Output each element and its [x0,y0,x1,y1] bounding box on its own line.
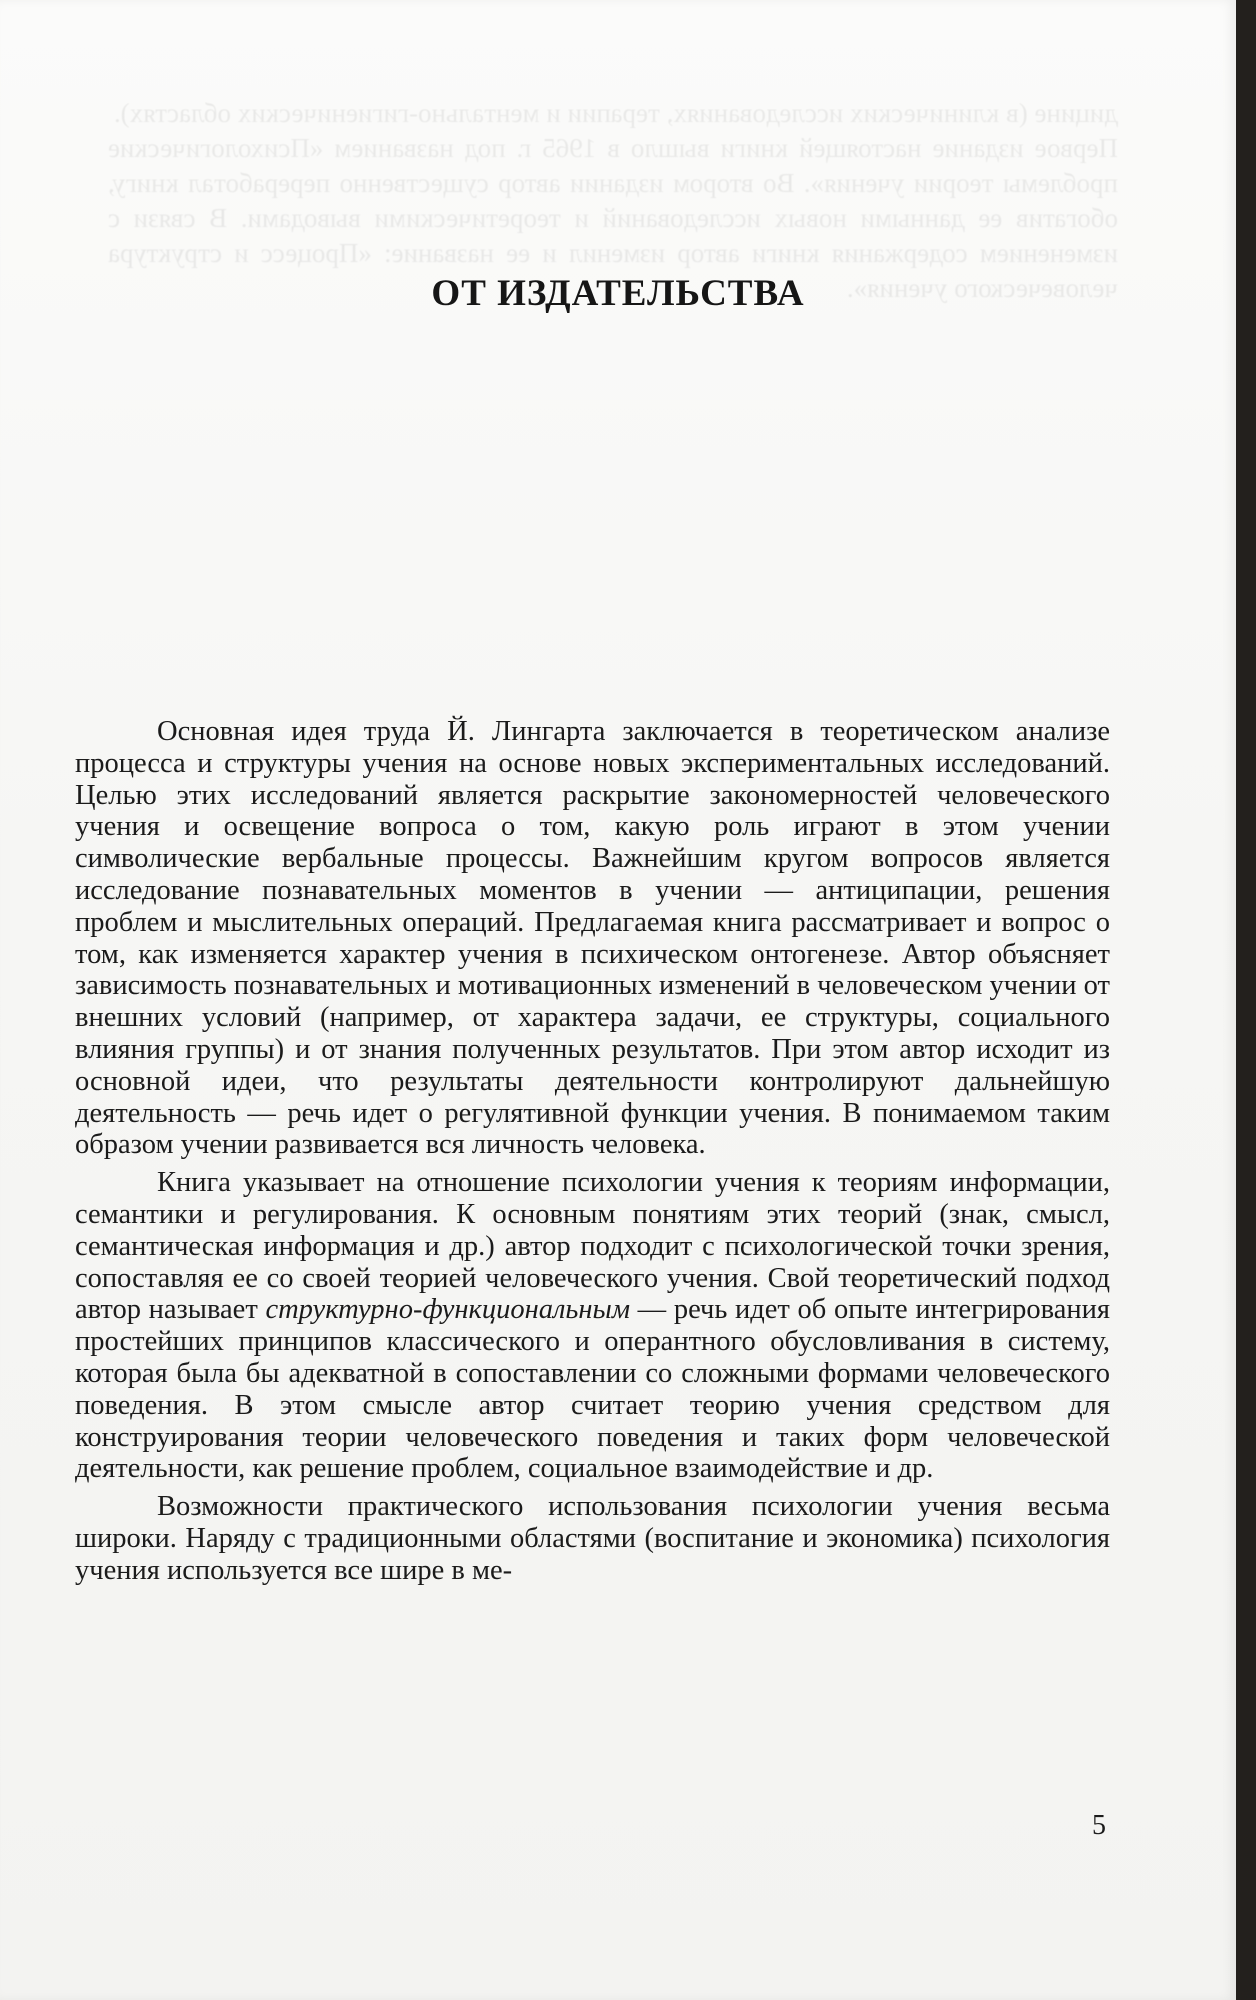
show-through-line: Первое издание настоящей книги вышло в 1965 г. под названием «Психологические проблемы теории учения». Во втором издании автор существенно переработал книгу, обогатив ее данными новых исследований и теоретическими выводами. В связи с изменением содержания книги автор изменил и ее название: «Процесс и структура человеческого учения». [108,133,1118,303]
paragraph [75,1167,1110,1485]
show-through-line: дицине (в клинических исследованиях, терапии и ментально-гигиенических областях). [113,98,1118,128]
paragraph: Возможности практического использования психологии учения весьма широки. Наряду с традиционными областями (воспитание и экономика) психология учения используется все шире в ме- [75,1491,1110,1586]
paragraph-text: Книга указывает на отношение психологии учения к теориям информации, семантики и регулирования. К основным понятиям этих теорий (знак, смысл, семантическая информация и др.) автор подходит с психологической точки зрения, сопоставляя ее со своей теорией человеческого учения. Свой теоретический подход автор называет [75,1167,1110,1326]
body-text [75,716,1110,1587]
paragraph-text: — речь идет об опыте интегрирования простейших принципов классического и оперантного обусловливания в систему, которая была бы адекватной в сопоставлении со сложными формами человеческого поведения. В этом смысле автор считает теорию учения средством для конструирования теории человеческого поведения и таких форм человеческой деятельности, как решение проблем, социальное взаимодействие и др. [75,1294,1111,1485]
paragraph: Основная идея труда Й. Лингарта заключается в теоретическом анализе процесса и структуры учения на основе новых экспериментальных исследований. Целью этих исследований является раскрытие закономерностей человеческого учения и освещение вопроса о том, какую роль играют в этом учении символические вербальные процессы. Важнейшим кругом вопросов является исследование познавательных моментов в учении — антиципации, решения проблем и мыслительных операций. Предлагаемая книга рассматривает и вопрос о том, как изменяется характер учения в психическом онтогенезе. Автор объясняет зависимость познавательных и мотивационных изменений в человеческом учении от внешних условий (например, от характера задачи, ее структуры, социального влияния группы) и от знания полученных результатов. При этом автор исходит из основной идеи, что результаты деятельности контролируют дальнейшую деятельность — речь идет о регулятивной функции учения. В понимаемом таким образом учении развивается вся личность человека. [75,716,1110,1161]
page-heading: ОТ ИЗДАТЕЛЬСТВА [431,273,805,314]
page-number: 5 [1092,1810,1106,1841]
emphasized-term: структурно-функциональным [265,1294,631,1326]
